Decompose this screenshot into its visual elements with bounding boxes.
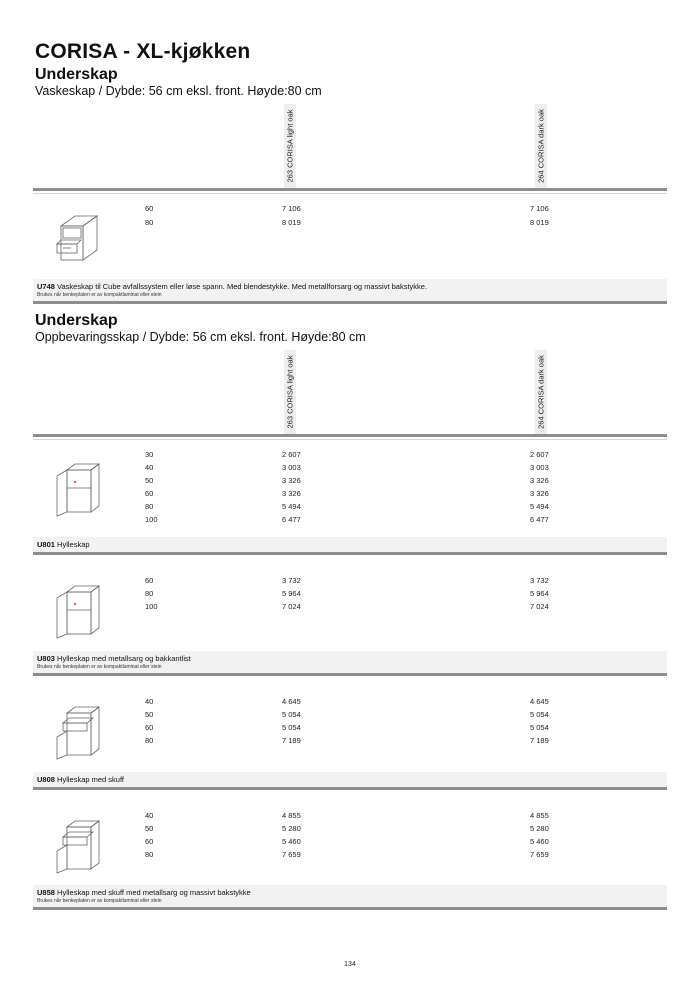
product-description-u748 [33, 279, 667, 304]
product-block-u748 [33, 204, 667, 268]
product-code: U808 [37, 775, 55, 784]
product-description-u801 [33, 537, 667, 555]
product-description: Vaskeskap til Cube avfallssystem eller løse spann. Med blendestykke. Med metallforsarg og massivt bakstykke. [57, 282, 428, 291]
product-note: Brukes når benkeplaten er av kompaktlaminat eller stein [37, 664, 162, 670]
product-description: Hylleskap med skuff med metallsarg og massivt bakstykke [57, 888, 251, 897]
column-header-light-oak: 263 CORISA light oak [284, 104, 296, 188]
product-description: Hylleskap med metallsarg og bakkantlist [57, 654, 191, 663]
product-code: U801 [37, 540, 55, 549]
table-row: 80 5 494 5 494 [145, 502, 549, 511]
header-divider [33, 434, 667, 437]
table-row: 80 8 019 8 019 [145, 218, 549, 227]
table-row: 60 3 326 3 326 [145, 489, 549, 498]
product-description: Hylleskap med skuff [57, 775, 125, 784]
table-row: 80 7 659 7 659 [145, 850, 549, 859]
product-block-u858 [33, 811, 667, 871]
product-code: U748 [37, 282, 55, 291]
table-row: 100 6 477 6 477 [145, 515, 549, 524]
column-header-dark-oak: 264 CORISA dark oak [535, 104, 547, 188]
section-heading: Underskap [35, 312, 118, 329]
section-subheading: Vaskeskap / Dybde: 56 cm eksl. front. Høyde:80 cm [35, 84, 322, 98]
section-subheading: Oppbevaringsskap / Dybde: 56 cm eksl. front. Høyde:80 cm [35, 330, 366, 344]
table-row: 60 5 054 5 054 [145, 723, 549, 732]
product-description: Hylleskap [57, 540, 90, 549]
table-row: 50 3 326 3 326 [145, 476, 549, 485]
product-block-u801 [33, 450, 667, 532]
product-note: Brukes når benkeplaten er av kompaktlaminat eller stein [37, 292, 162, 298]
table-row: 40 3 003 3 003 [145, 463, 549, 472]
product-block-u808 [33, 697, 667, 757]
table-row: 40 4 855 4 855 [145, 811, 549, 820]
table-row: 40 4 645 4 645 [145, 697, 549, 706]
product-block-u803 [33, 576, 667, 636]
table-row: 100 7 024 7 024 [145, 602, 549, 611]
product-description-u858 [33, 885, 667, 910]
header-divider [33, 188, 667, 191]
column-header-dark-oak: 264 CORISA dark oak [535, 350, 547, 434]
table-row: 50 5 054 5 054 [145, 710, 549, 719]
product-note: Brukes når benkeplaten er av kompaktlaminat eller stein [37, 898, 162, 904]
table-row: 60 3 732 3 732 [145, 576, 549, 585]
product-description-u803 [33, 651, 667, 676]
table-row: 60 5 460 5 460 [145, 837, 549, 846]
product-code: U803 [37, 654, 55, 663]
product-code: U858 [37, 888, 55, 897]
page-number: 134 [344, 961, 356, 968]
column-header-light-oak: 263 CORISA light oak [284, 350, 296, 434]
table-row: 30 2 607 2 607 [145, 450, 549, 459]
table-row: 80 7 189 7 189 [145, 736, 549, 745]
table-row: 50 5 280 5 280 [145, 824, 549, 833]
table-row: 80 5 964 5 964 [145, 589, 549, 598]
table-row: 60 7 106 7 106 [145, 204, 549, 213]
product-description-u808 [33, 772, 667, 790]
page-title: CORISA - XL-kjøkken [35, 40, 251, 63]
section-heading: Underskap [35, 66, 118, 83]
